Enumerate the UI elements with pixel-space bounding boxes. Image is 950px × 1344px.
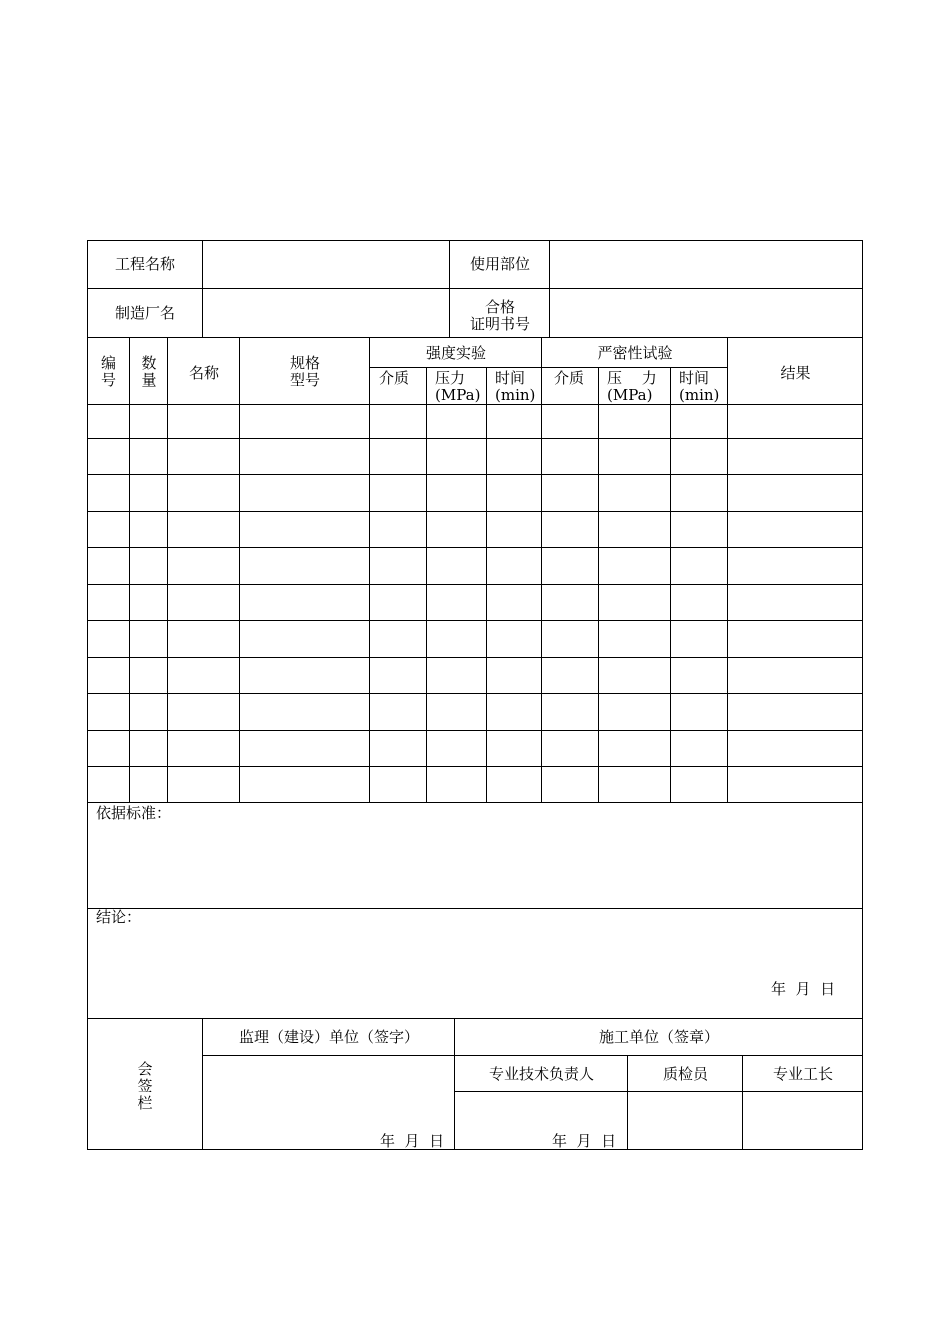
- rule: [369, 367, 728, 368]
- pressure-test-form: [87, 240, 863, 1150]
- countersign-section-label: 会 签 栏: [137, 1059, 153, 1112]
- rule: [87, 584, 863, 585]
- rule: [598, 368, 599, 803]
- tightness-time-label: 时间: [679, 369, 710, 387]
- strength-time-unit: (min): [495, 386, 536, 404]
- tightness-test-header: 严密性试验: [597, 343, 673, 362]
- col-result-header: 结果: [780, 363, 811, 382]
- manufacturer-label: 制造厂名: [114, 304, 175, 322]
- rule: [87, 802, 863, 803]
- col-name-header: 名称: [188, 363, 219, 382]
- project-name-label: 工程名称: [114, 255, 175, 273]
- rule: [87, 438, 863, 439]
- strength-test-header: 强度实验: [425, 343, 486, 362]
- strength-time-header: [495, 370, 541, 404]
- foreman-signature-field[interactable]: [743, 1092, 862, 1149]
- conclusion-label: 结论：: [96, 908, 142, 926]
- strength-pressure-header: [435, 370, 485, 404]
- rule: [541, 338, 542, 803]
- rule: [87, 620, 863, 621]
- border-bottom: [87, 1149, 863, 1150]
- rule: [486, 368, 487, 803]
- rule: [87, 404, 863, 405]
- usage-location-label: 使用部位: [469, 255, 530, 273]
- rule: [87, 693, 863, 694]
- strength-pressure-unit: (MPa): [435, 386, 481, 404]
- basis-standard-field[interactable]: [88, 828, 862, 906]
- certificate-number-label: 合格 证明书号: [469, 297, 530, 333]
- rule: [670, 368, 671, 803]
- technical-lead-label: 专业技术负责人: [488, 1064, 594, 1083]
- project-name-field[interactable]: [203, 241, 449, 288]
- rule: [87, 730, 863, 731]
- rule: [87, 766, 863, 767]
- technical-lead-signature-field[interactable]: [455, 1092, 627, 1128]
- rule: [87, 908, 863, 909]
- certificate-number-field[interactable]: [550, 289, 862, 337]
- usage-location-field[interactable]: [550, 241, 862, 288]
- quality-inspector-signature-field[interactable]: [628, 1092, 742, 1149]
- strength-time-label: 时间: [495, 369, 526, 387]
- rule: [369, 338, 370, 803]
- conclusion-date: 年 月 日: [771, 980, 836, 998]
- col-number-header: 编 号: [100, 354, 116, 389]
- strength-pressure-label: 压力: [435, 369, 466, 387]
- rule: [239, 338, 240, 803]
- technical-lead-date: 年 月 日: [552, 1132, 617, 1150]
- foreman-label: 专业工长: [772, 1064, 833, 1083]
- rule: [426, 368, 427, 803]
- manufacturer-field[interactable]: [203, 289, 449, 337]
- tightness-medium-header: 介质: [554, 369, 585, 387]
- supervision-signature-field[interactable]: [203, 1056, 454, 1126]
- rule: [87, 511, 863, 512]
- tightness-pressure-unit: (MPa): [607, 386, 653, 404]
- quality-inspector-label: 质检员: [662, 1064, 708, 1083]
- rule: [87, 547, 863, 548]
- supervision-unit-label: 监理（建设）单位（签字）: [238, 1027, 419, 1046]
- rule: [87, 474, 863, 475]
- tightness-pressure-header: [607, 370, 669, 404]
- col-quantity-header: 数 量: [141, 354, 157, 389]
- tightness-time-header: [679, 370, 727, 404]
- conclusion-field[interactable]: [88, 932, 862, 977]
- strength-medium-header: 介质: [379, 369, 410, 387]
- rule: [727, 338, 728, 803]
- col-spec-header: 规格 型号: [289, 354, 320, 389]
- supervision-date: 年 月 日: [380, 1132, 445, 1150]
- tightness-pressure-label: 压 力: [607, 369, 657, 387]
- construction-unit-label: 施工单位（签章）: [598, 1027, 719, 1046]
- basis-standard-label: 依据标准：: [96, 804, 172, 822]
- rule: [87, 657, 863, 658]
- rule: [129, 338, 130, 803]
- rule: [167, 338, 168, 803]
- tightness-time-unit: (min): [679, 386, 720, 404]
